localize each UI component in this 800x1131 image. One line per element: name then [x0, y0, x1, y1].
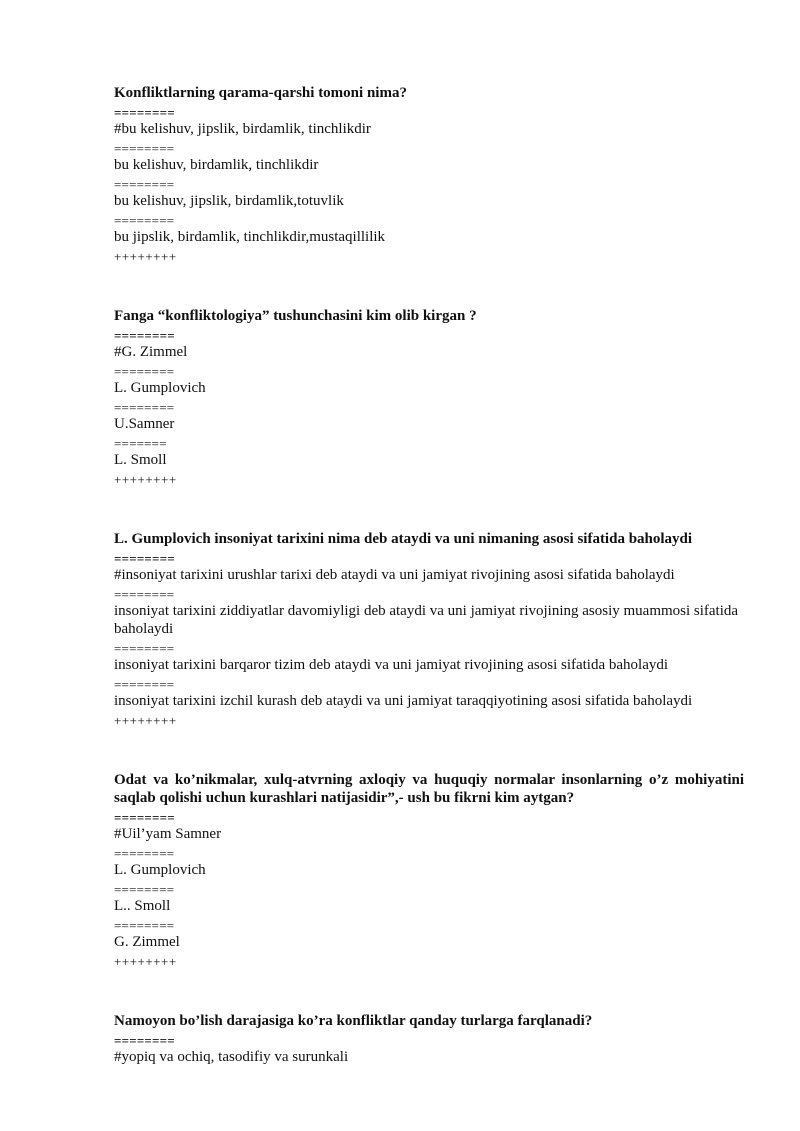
answer-option: L.. Smoll: [114, 898, 171, 914]
question-text: L. Gumplovich insoniyat tarixini nima deb ataydi va uni nimaning asosi sifatida baholaydi: [114, 531, 693, 547]
end-marker: ++++++++: [114, 472, 177, 487]
separator: ========: [114, 551, 175, 566]
answer-option: insoniyat tarixini ziddiyatlar davomiyligi deb ataydi va uni jamiyat rivojining asosiy muammosi sifatida baholaydi: [114, 603, 739, 637]
answer-option: #bu kelishuv, jipslik, birdamlik, tinchlikdir: [114, 121, 371, 137]
question-text: Fanga “konfliktologiya” tushunchasini kim olib kirgan ?: [114, 308, 477, 324]
end-marker: ++++++++: [114, 713, 177, 728]
answer-option: insoniyat tarixini barqaror tizim deb ataydi va uni jamiyat rivojining asosi sifatida baholaydi: [114, 657, 669, 673]
separator: ========: [114, 677, 175, 692]
answer-option: L. Smoll: [114, 452, 167, 468]
separator: ========: [114, 328, 175, 343]
question-block: [114, 771, 744, 968]
question-text: Odat va ko’nikmalar, xulq-atvrning axloqiy va huquqiy normalar insonlarning o’z mohiyatini saqlab qolishi uchun kurashlari natijasidir”,- ush bu fikrni kim aytgan?: [114, 772, 744, 806]
question-text: Konfliktlarning qarama-qarshi tomoni nima?: [114, 85, 407, 101]
answer-option: U.Samner: [114, 416, 175, 432]
answer-option: L. Gumplovich: [114, 862, 206, 878]
separator: ========: [114, 141, 175, 156]
answer-option: #G. Zimmel: [114, 344, 188, 360]
question-text: Namoyon bo’lish darajasiga ko’ra konfliktlar qanday turlarga farqlanadi?: [114, 1013, 593, 1029]
separator: ========: [114, 587, 175, 602]
answer-option: #yopiq va ochiq, tasodifiy va surunkali: [114, 1049, 349, 1065]
question-block: [114, 530, 744, 727]
answer-option: #Uil’yam Samner: [114, 826, 222, 842]
answer-option: L. Gumplovich: [114, 380, 206, 396]
separator: ========: [114, 177, 175, 192]
question-block: [114, 84, 744, 263]
answer-option: #insoniyat tarixini urushlar tarixi deb ataydi va uni jamiyat rivojining asosi sifatida baholaydi: [114, 567, 675, 583]
answer-option: bu jipslik, birdamlik, tinchlikdir,mustaqillilik: [114, 229, 386, 245]
separator: ========: [114, 882, 175, 897]
separator: =======: [114, 436, 167, 451]
answer-option: G. Zimmel: [114, 934, 180, 950]
answer-option: bu kelishuv, birdamlik, tinchlikdir: [114, 157, 319, 173]
answer-option: insoniyat tarixini izchil kurash deb ataydi va uni jamiyat taraqqiyotining asosi sifatida baholaydi: [114, 693, 693, 709]
separator: ========: [114, 105, 175, 120]
separator: ========: [114, 641, 175, 656]
separator: ========: [114, 846, 175, 861]
question-block: [114, 1012, 744, 1066]
question-block: [114, 307, 744, 486]
end-marker: ++++++++: [114, 954, 177, 969]
answer-option: bu kelishuv, jipslik, birdamlik,totuvlik: [114, 193, 344, 209]
separator: ========: [114, 364, 175, 379]
separator: ========: [114, 213, 175, 228]
question-list: [114, 84, 744, 1110]
separator: ========: [114, 918, 175, 933]
separator: ========: [114, 1033, 175, 1048]
end-marker: ++++++++: [114, 249, 177, 264]
separator: ========: [114, 400, 175, 415]
separator: ========: [114, 810, 175, 825]
